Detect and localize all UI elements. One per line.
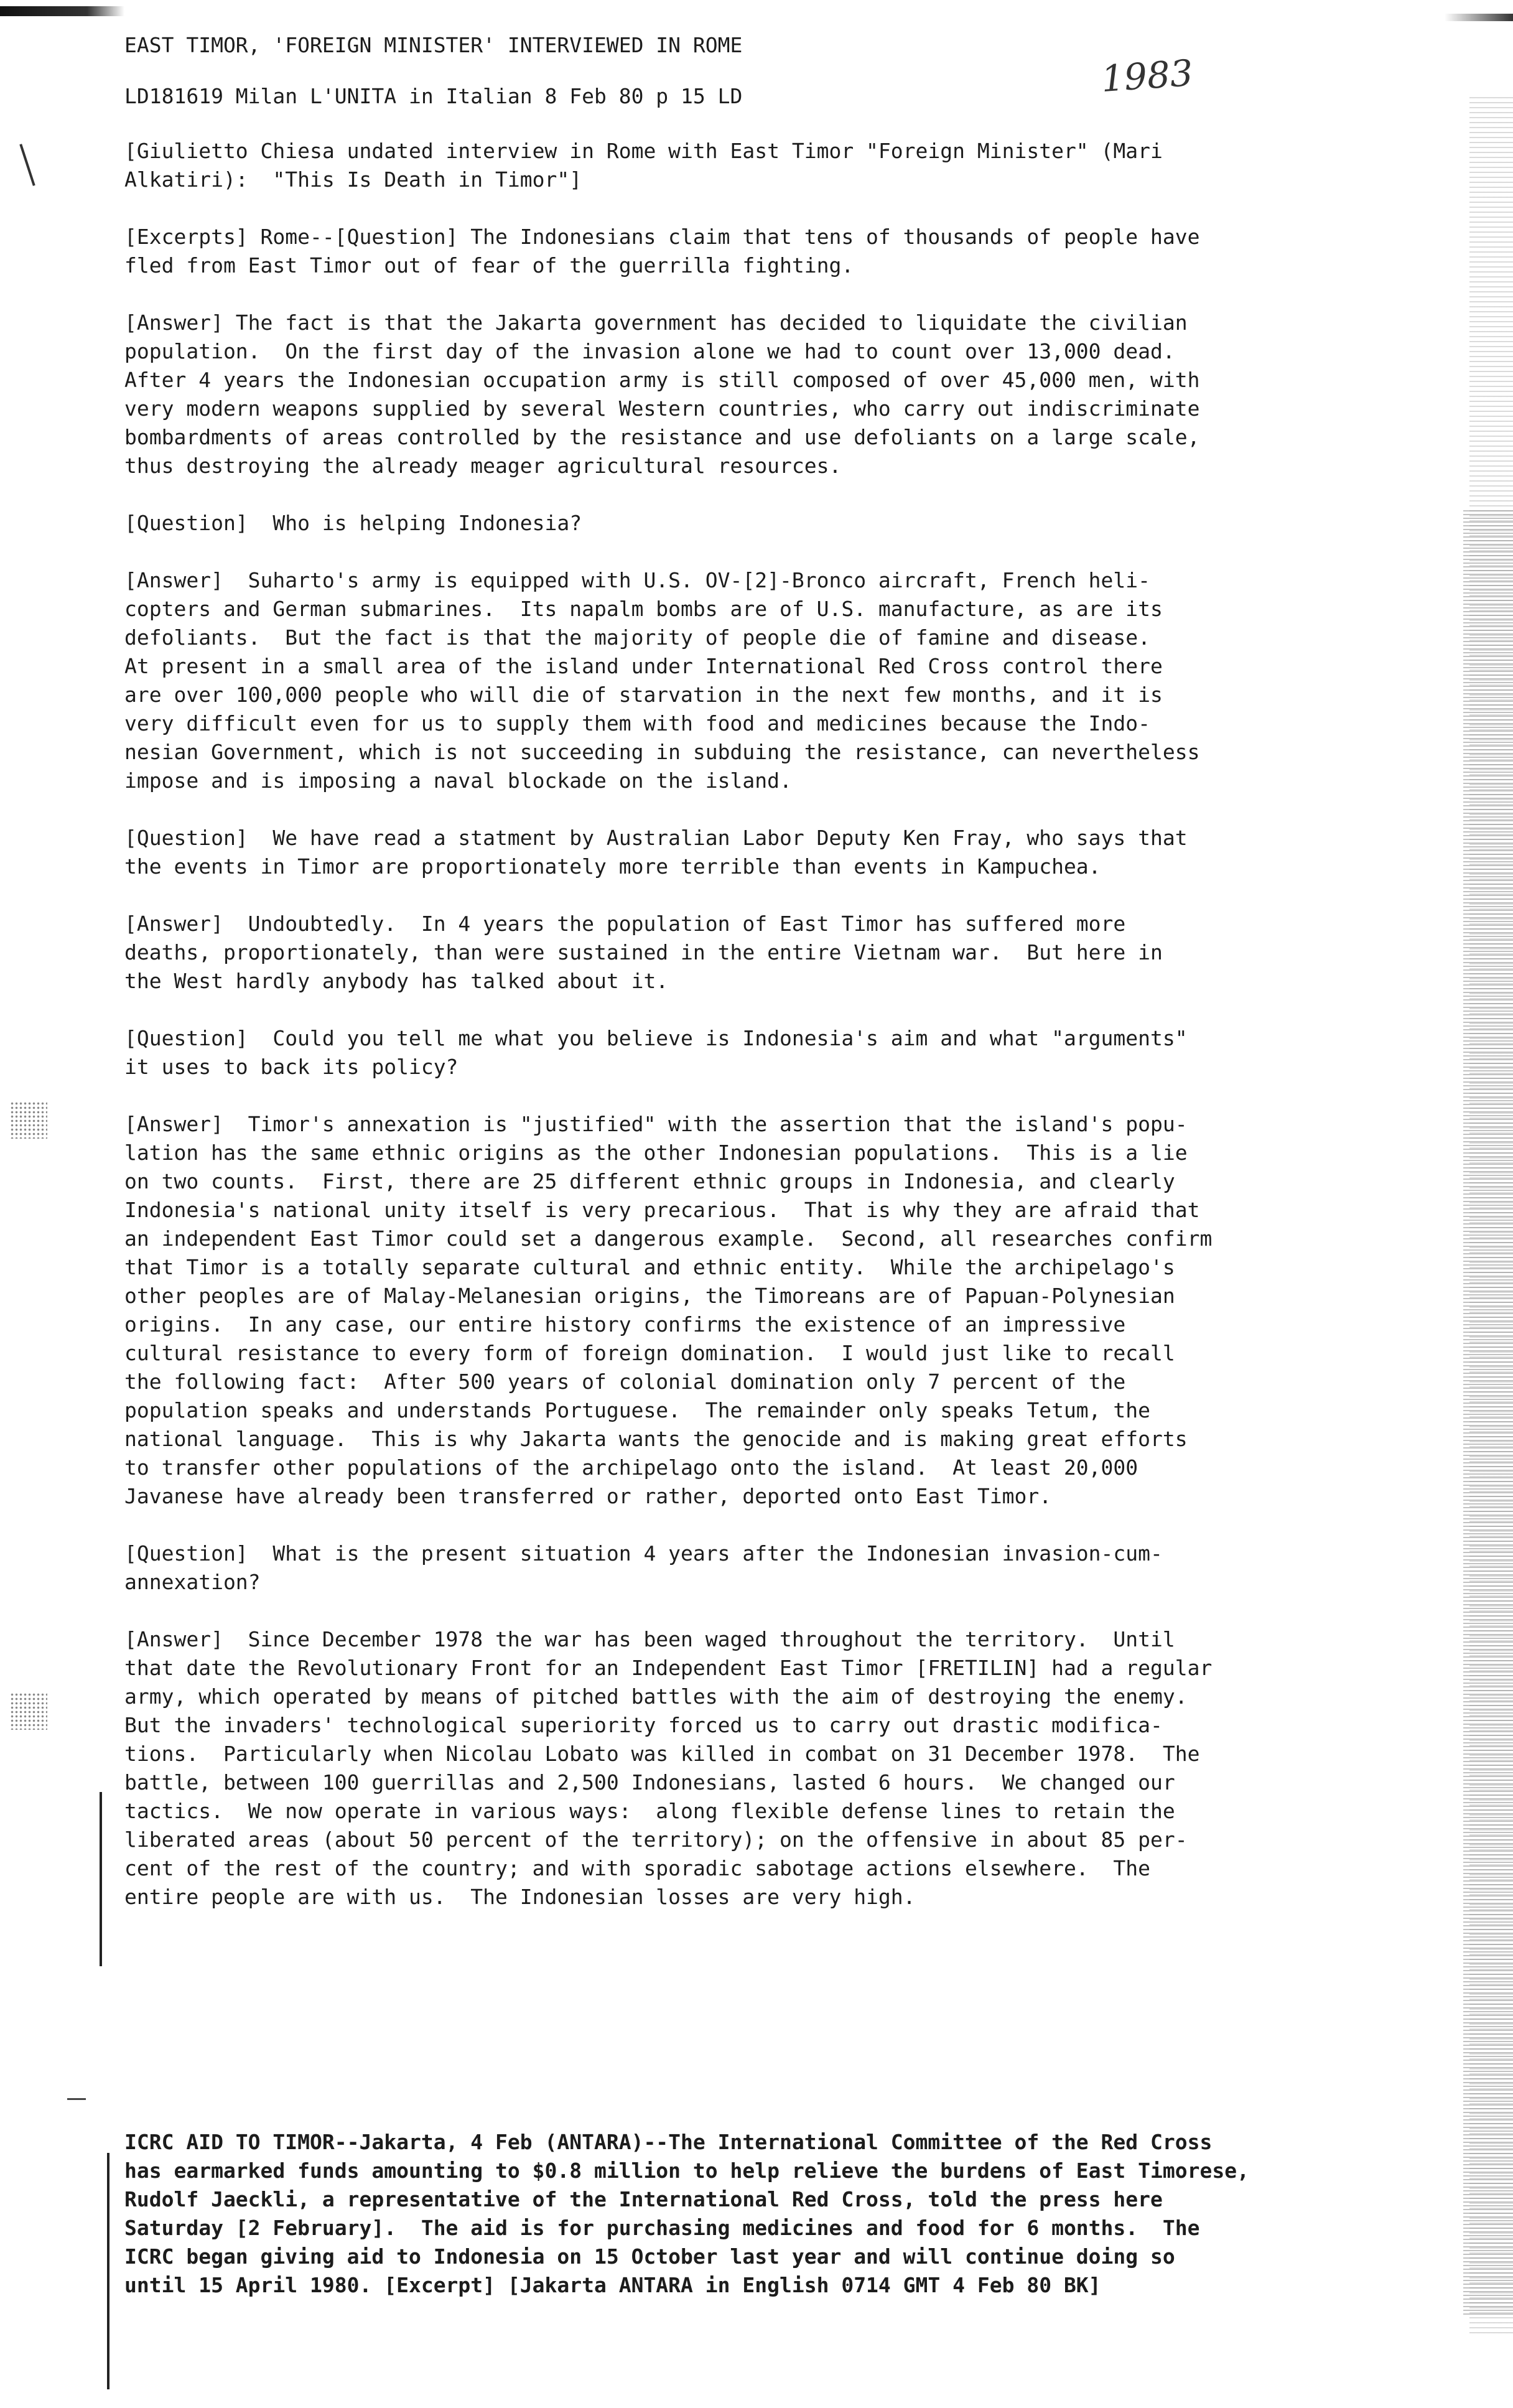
text-line: are over 100,000 people who will die of starvation in the next few months, and it is <box>124 683 1163 707</box>
text-line: copters and German submarines. Its napalm bombs are of U.S. manufacture, as are its <box>124 597 1163 621</box>
text-line: that date the Revolutionary Front for an Independent East Timor [FRETILIN] had a regular <box>124 1656 1213 1680</box>
interview-paragraphs <box>124 137 1381 1911</box>
text-line: origins. In any case, our entire history confirms the existence of an impressive <box>124 1312 1126 1337</box>
text-line: to transfer other populations of the archipelago onto the island. At least 20,000 <box>124 1455 1138 1480</box>
text-line: Saturday [2 February]. The aid is for purchasing medicines and food for 6 months. The <box>124 2216 1200 2240</box>
paragraph-q5 <box>124 1539 1381 1597</box>
text-line: bombardments of areas controlled by the resistance and use defoliants on a large scale, <box>124 425 1200 449</box>
paragraph-a1 <box>124 309 1381 480</box>
text-line: the events in Timor are proportionately more terrible than events in Kampuchea. <box>124 854 1101 879</box>
text-line: thus destroying the already meager agricultural resources. <box>124 454 842 478</box>
margin-bracket <box>107 2153 109 2389</box>
text-line: [Answer] Since December 1978 the war has been waged throughout the territory. Until <box>124 1627 1175 1651</box>
margin-bracket <box>100 1792 102 1966</box>
text-line: Rudolf Jaeckli, a representative of the International Red Cross, told the press here <box>124 2187 1163 2211</box>
margin-dash <box>67 2098 86 2100</box>
source-text: LD181619 Milan L'UNITA in Italian 8 Feb 80 p 15 LD <box>124 84 743 108</box>
punch-hole-mark <box>10 1101 47 1139</box>
paragraph-a5 <box>124 1625 1381 1911</box>
text-line: annexation? <box>124 1570 261 1594</box>
paragraph-a4 <box>124 1110 1381 1511</box>
text-line: battle, between 100 guerrillas and 2,500 Indonesians, lasted 6 hours. We changed our <box>124 1770 1175 1794</box>
perforated-edge <box>1463 510 1513 2315</box>
text-line: Javanese have already been transferred or rather, deported onto East Timor. <box>124 1484 1052 1508</box>
icrc-news-item <box>124 2128 1406 2300</box>
text-line: After 4 years the Indonesian occupation army is still composed of over 45,000 men, with <box>124 368 1200 392</box>
text-line: [Answer] Timor's annexation is "justified" with the assertion that the island's popu- <box>124 1112 1188 1136</box>
text-line: defoliants. But the fact is that the majority of people die of famine and disease. <box>124 625 1151 650</box>
text-line: [Answer] Suharto's army is equipped with U.S. OV-[2]-Bronco aircraft, French heli- <box>124 568 1151 592</box>
text-line: national language. This is why Jakarta wants the genocide and is making great efforts <box>124 1427 1188 1451</box>
margin-tick <box>19 144 35 186</box>
text-line: an independent East Timor could set a dangerous example. Second, all researches confirm <box>124 1226 1213 1251</box>
text-line: cultural resistance to every form of foreign domination. I would just like to recall <box>124 1341 1175 1365</box>
text-line: [Question] We have read a statment by Australian Labor Deputy Ken Fray, who says that <box>124 826 1188 850</box>
text-line: population speaks and understands Portuguese. The remainder only speaks Tetum, the <box>124 1398 1151 1422</box>
paragraph-a3 <box>124 910 1381 996</box>
text-line: very difficult even for us to supply them with food and medicines because the Indo- <box>124 711 1151 735</box>
text-line: population. On the first day of the invasion alone we had to count over 13,000 dead. <box>124 339 1175 363</box>
text-line: impose and is imposing a naval blockade on the island. <box>124 768 792 793</box>
paragraph-a2 <box>124 566 1381 795</box>
title-line: EAST TIMOR, 'FOREIGN MINISTER' INTERVIEWED IN ROME <box>124 33 743 57</box>
paragraph-q2 <box>124 509 1381 538</box>
text-line: [Answer] The fact is that the Jakarta government has decided to liquidate the civilian <box>124 310 1188 335</box>
text-line: ICRC AID TO TIMOR--Jakarta, 4 Feb (ANTARA)--The International Committee of the Red Cross <box>124 2130 1213 2154</box>
source-line <box>124 82 1381 111</box>
text-line: cent of the rest of the country; and with sporadic sabotage actions elsewhere. The <box>124 1856 1151 1880</box>
text-line: [Answer] Undoubtedly. In 4 years the population of East Timor has suffered more <box>124 912 1126 936</box>
text-line: the West hardly anybody has talked about it. <box>124 969 669 993</box>
text-line: tions. Particularly when Nicolau Lobato was killed in combat on 31 December 1978. The <box>124 1742 1200 1766</box>
text-line: At present in a small area of the island under International Red Cross control there <box>124 654 1163 678</box>
text-line: tactics. We now operate in various ways: along flexible defense lines to retain the <box>124 1799 1175 1823</box>
text-line: [Question] Could you tell me what you believe is Indonesia's aim and what "arguments" <box>124 1026 1188 1050</box>
text-line: nesian Government, which is not succeeding in subduing the resistance, can nevertheless <box>124 740 1200 764</box>
paragraph-intro <box>124 137 1381 194</box>
scan-edge-mark <box>0 6 124 16</box>
text-line: Alkatiri): "This Is Death in Timor"] <box>124 167 582 192</box>
text-line: ICRC began giving aid to Indonesia on 15 October last year and will continue doing so <box>124 2244 1175 2269</box>
text-line: [Giulietto Chiesa undated interview in Rome with East Timor "Foreign Minister" (Mari <box>124 139 1163 163</box>
text-line: it uses to back its policy? <box>124 1055 459 1079</box>
text-line: lation has the same ethnic origins as the other Indonesian populations. This is a lie <box>124 1141 1188 1165</box>
scan-edge-mark <box>1445 14 1513 21</box>
document-body <box>124 31 1381 1940</box>
text-line: army, which operated by means of pitched battles with the aim of destroying the enemy. <box>124 1684 1188 1709</box>
document-title <box>124 31 1381 60</box>
text-line: until 15 April 1980. [Excerpt] [Jakarta ANTARA in English 0714 GMT 4 Feb 80 BK] <box>124 2273 1101 2297</box>
handwritten-year-note: 1983 <box>1099 51 1194 101</box>
text-line: [Question] What is the present situation 4 years after the Indonesian invasion-cum- <box>124 1541 1163 1566</box>
paragraph-q4 <box>124 1024 1381 1081</box>
text-line: entire people are with us. The Indonesian losses are very high. <box>124 1885 916 1909</box>
text-line: fled from East Timor out of fear of the guerrilla fighting. <box>124 253 854 278</box>
text-line: But the invaders' technological superiority forced us to carry out drastic modifica- <box>124 1713 1163 1737</box>
text-line: has earmarked funds amounting to $0.8 million to help relieve the burdens of East Timorese, <box>124 2158 1249 2183</box>
punch-hole-mark <box>10 1692 47 1730</box>
paragraph-q1 <box>124 223 1381 280</box>
text-line: other peoples are of Malay-Melanesian origins, the Timoreans are of Papuan-Polynesian <box>124 1284 1175 1308</box>
text-line: that Timor is a totally separate cultural and ethnic entity. While the archipelago's <box>124 1255 1175 1279</box>
text-line: the following fact: After 500 years of colonial domination only 7 percent of the <box>124 1370 1126 1394</box>
text-line: Indonesia's national unity itself is very precarious. That is why they are afraid that <box>124 1198 1200 1222</box>
text-line: liberated areas (about 50 percent of the territory); on the offensive in about 85 per- <box>124 1827 1188 1852</box>
text-line: deaths, proportionately, than were sustained in the entire Vietnam war. But here in <box>124 940 1163 964</box>
text-line: [Excerpts] Rome--[Question] The Indonesians claim that tens of thousands of people have <box>124 225 1200 249</box>
text-line: very modern weapons supplied by several Western countries, who carry out indiscriminate <box>124 396 1200 421</box>
text-line: [Question] Who is helping Indonesia? <box>124 511 582 535</box>
paragraph-q3 <box>124 824 1381 881</box>
text-line: on two counts. First, there are 25 different ethnic groups in Indonesia, and clearly <box>124 1169 1175 1193</box>
